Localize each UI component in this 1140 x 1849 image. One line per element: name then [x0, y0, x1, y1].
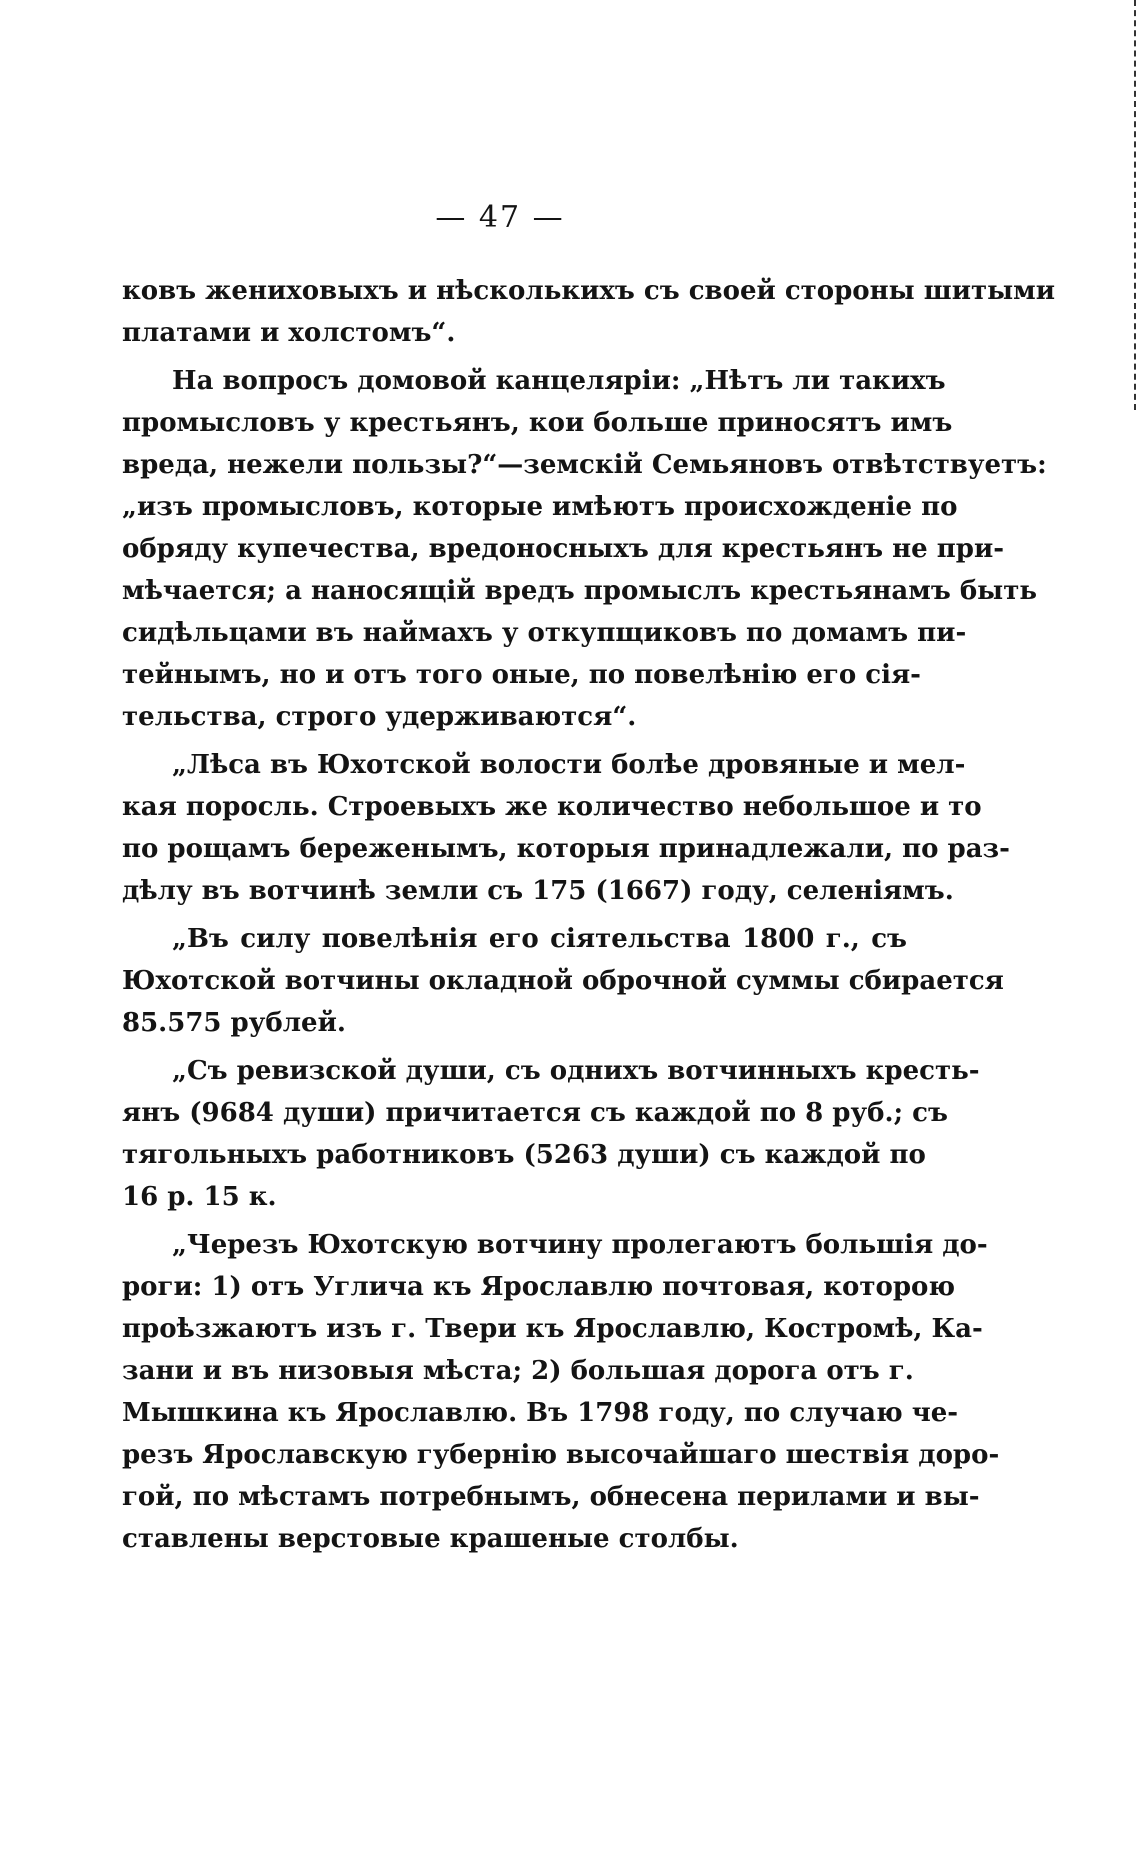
- text-line: резъ Ярославскую губернію высочайшаго шествія доро-: [122, 1440, 1000, 1470]
- text-line: тейнымъ, но и отъ того оные, по повелѣнію его сія-: [122, 660, 921, 690]
- text-line: обряду купечества, вредоносныхъ для крестьянъ не при-: [122, 534, 1005, 564]
- page-number: — 47 —: [435, 200, 565, 235]
- text-line: проѣзжаютъ изъ г. Твери къ Ярославлю, Костромѣ, Ка-: [122, 1314, 983, 1344]
- text-line: кая поросль. Строевыхъ же количество небольшое и то: [122, 792, 982, 822]
- text-line: 85.575 рублей.: [122, 1008, 346, 1038]
- text-line: сидѣльцами въ наймахъ у откупщиковъ по домамъ пи-: [122, 618, 967, 648]
- paragraph: [122, 1050, 980, 1218]
- text-line: „Лѣса въ Юхотской волости болѣе дровяные и мел-: [172, 750, 966, 780]
- text-line: зани и въ низовыя мѣста; 2) большая дорога отъ г.: [122, 1356, 914, 1386]
- text-line: по рощамъ береженымъ, которыя принадлежали, по раз-: [122, 834, 1010, 864]
- text-line: янъ (9684 души) причитается съ каждой по 8 руб.; съ: [122, 1098, 948, 1128]
- paragraph: [122, 360, 1047, 738]
- text-line: платами и холстомъ“.: [122, 318, 456, 348]
- text-line: тягольныхъ работниковъ (5263 души) съ каждой по: [122, 1140, 926, 1170]
- paragraph: [122, 918, 1004, 1044]
- text-line: „Съ ревизской души, съ однихъ вотчинныхъ кресть-: [172, 1056, 980, 1086]
- text-line: На вопросъ домовой канцеляріи: „Нѣтъ ли такихъ: [172, 366, 946, 396]
- text-line: Мышкина къ Ярославлю. Въ 1798 году, по случаю че-: [122, 1398, 959, 1428]
- text-line: тельства, строго удерживаются“.: [122, 702, 637, 732]
- text-line: роги: 1) отъ Углича къ Ярославлю почтовая, которою: [122, 1272, 956, 1302]
- text-line: промысловъ у крестьянъ, кои больше приносятъ имъ: [122, 408, 953, 438]
- text-line: ковъ жениховыхъ и нѣсколькихъ съ своей стороны шитыми: [122, 276, 1056, 306]
- text-line: мѣчается; а наносящій вредъ промыслъ крестьянамъ быть: [122, 576, 1038, 606]
- text-line: дѣлу въ вотчинѣ земли съ 175 (1667) году, селеніямъ.: [122, 876, 954, 906]
- paragraph: [122, 270, 1056, 354]
- text-line: ставлены верстовые крашеные столбы.: [122, 1524, 739, 1554]
- text-line: „Въ силу повелѣнія его сіятельства 1800 г., съ: [172, 924, 907, 954]
- body-text: [122, 270, 1056, 1560]
- paragraph: [122, 1224, 1000, 1560]
- text-line: „изъ промысловъ, которые имѣютъ происхожденіе по: [122, 492, 958, 522]
- text-line: вреда, нежели пользы?“—земскій Семьяновъ отвѣтствуетъ:: [122, 450, 1047, 480]
- text-line: „Черезъ Юхотскую вотчину пролегаютъ большія до-: [172, 1230, 988, 1260]
- text-line: гой, по мѣстамъ потребнымъ, обнесена перилами и вы-: [122, 1482, 980, 1512]
- text-line: 16 р. 15 к.: [122, 1182, 277, 1212]
- text-line: Юхотской вотчины окладной оброчной суммы сбирается: [122, 966, 1004, 996]
- page-edge-mark: [1134, 0, 1140, 410]
- paragraph: [122, 744, 1010, 912]
